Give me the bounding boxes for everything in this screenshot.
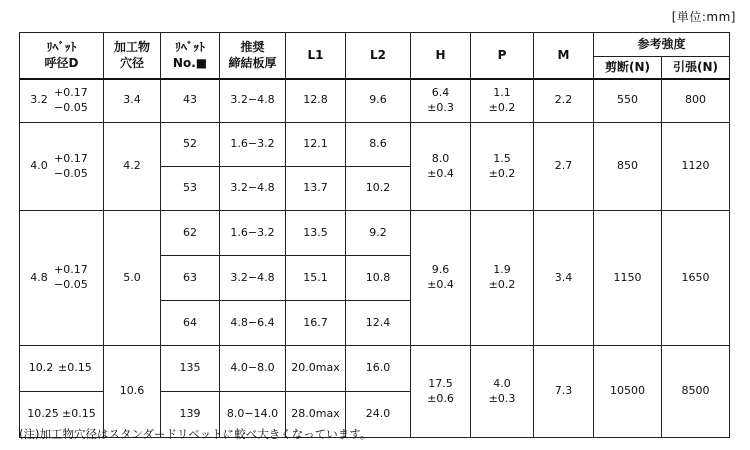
P-cell: 1.5 ±0.2 <box>471 123 534 211</box>
H-cell: 9.6 ±0.4 <box>411 211 471 346</box>
header-rivet-no: ﾘﾍﾞｯﾄ No.■ <box>161 33 220 79</box>
rivet-no-cell: 139 <box>161 392 220 438</box>
rivet-no-cell: 63 <box>161 256 220 301</box>
thickness-cell: 3.2−4.8 <box>220 79 286 123</box>
shear-cell: 850 <box>594 123 662 211</box>
thickness-cell: 3.2−4.8 <box>220 167 286 211</box>
header-shear: 剪断(N) <box>594 57 662 79</box>
L1-cell: 15.1 <box>286 256 346 301</box>
L2-cell: 24.0 <box>346 392 411 438</box>
thickness-cell: 4.8−6.4 <box>220 301 286 346</box>
M-cell: 2.2 <box>534 79 594 123</box>
rivet-no-cell: 135 <box>161 346 220 392</box>
header-H: H <box>411 33 471 79</box>
footnote: (注)加工物穴径はスタンダードリベットに較べ大きくなっています。 <box>19 427 372 441</box>
thickness-cell: 3.2−4.8 <box>220 256 286 301</box>
L2-cell: 12.4 <box>346 301 411 346</box>
hole-cell: 10.6 <box>104 346 161 438</box>
header-tensile: 引張(N) <box>662 57 730 79</box>
header-rivet-diameter: ﾘﾍﾞｯﾄ 呼径D <box>20 33 104 79</box>
shear-cell: 550 <box>594 79 662 123</box>
shear-cell: 10500 <box>594 346 662 438</box>
L2-cell: 10.8 <box>346 256 411 301</box>
H-cell: 8.0 ±0.4 <box>411 123 471 211</box>
rivet-spec-table <box>19 32 730 438</box>
L2-cell: 16.0 <box>346 346 411 392</box>
L1-cell: 12.8 <box>286 79 346 123</box>
M-cell: 3.4 <box>534 211 594 346</box>
header-L1: L1 <box>286 33 346 79</box>
rivet-no-cell: 52 <box>161 123 220 167</box>
L1-cell: 20.0max <box>286 346 346 392</box>
rivet-no-cell: 62 <box>161 211 220 256</box>
header-M: M <box>534 33 594 79</box>
diameter-cell: 10.25 ±0.15 <box>20 392 104 438</box>
table-row <box>20 346 730 392</box>
diameter-cell: 4.0 +0.17 −0.05 <box>20 123 104 211</box>
L2-cell: 9.2 <box>346 211 411 256</box>
unit-label: [単位:mm] <box>671 10 736 24</box>
thickness-cell: 8.0−14.0 <box>220 392 286 438</box>
L1-cell: 13.5 <box>286 211 346 256</box>
shear-cell: 1150 <box>594 211 662 346</box>
L1-cell: 16.7 <box>286 301 346 346</box>
L1-cell: 28.0max <box>286 392 346 438</box>
hole-cell: 5.0 <box>104 211 161 346</box>
table-row <box>20 79 730 123</box>
thickness-cell: 1.6−3.2 <box>220 123 286 167</box>
header-P: P <box>471 33 534 79</box>
tensile-cell: 800 <box>662 79 730 123</box>
thickness-cell: 1.6−3.2 <box>220 211 286 256</box>
rivet-no-cell: 43 <box>161 79 220 123</box>
L2-cell: 10.2 <box>346 167 411 211</box>
P-cell: 1.1 ±0.2 <box>471 79 534 123</box>
tensile-cell: 1120 <box>662 123 730 211</box>
H-cell: 6.4 ±0.3 <box>411 79 471 123</box>
rivet-no-cell: 53 <box>161 167 220 211</box>
diameter-cell: 3.2 +0.17 −0.05 <box>20 79 104 123</box>
P-cell: 4.0 ±0.3 <box>471 346 534 438</box>
header-L2: L2 <box>346 33 411 79</box>
H-cell: 17.5 ±0.6 <box>411 346 471 438</box>
rivet-no-cell: 64 <box>161 301 220 346</box>
table-row <box>20 123 730 167</box>
header-hole-diameter: 加工物 穴径 <box>104 33 161 79</box>
hole-cell: 3.4 <box>104 79 161 123</box>
L2-cell: 9.6 <box>346 79 411 123</box>
L1-cell: 12.1 <box>286 123 346 167</box>
table-row <box>20 211 730 256</box>
L1-cell: 13.7 <box>286 167 346 211</box>
M-cell: 7.3 <box>534 346 594 438</box>
header-strength: 参考強度 <box>594 33 730 57</box>
M-cell: 2.7 <box>534 123 594 211</box>
diameter-cell: 10.2 ±0.15 <box>20 346 104 392</box>
header-plate-thickness: 推奨 締結板厚 <box>220 33 286 79</box>
thickness-cell: 4.0−8.0 <box>220 346 286 392</box>
tensile-cell: 8500 <box>662 346 730 438</box>
tensile-cell: 1650 <box>662 211 730 346</box>
L2-cell: 8.6 <box>346 123 411 167</box>
hole-cell: 4.2 <box>104 123 161 211</box>
diameter-cell: 4.8 +0.17 −0.05 <box>20 211 104 346</box>
P-cell: 1.9 ±0.2 <box>471 211 534 346</box>
